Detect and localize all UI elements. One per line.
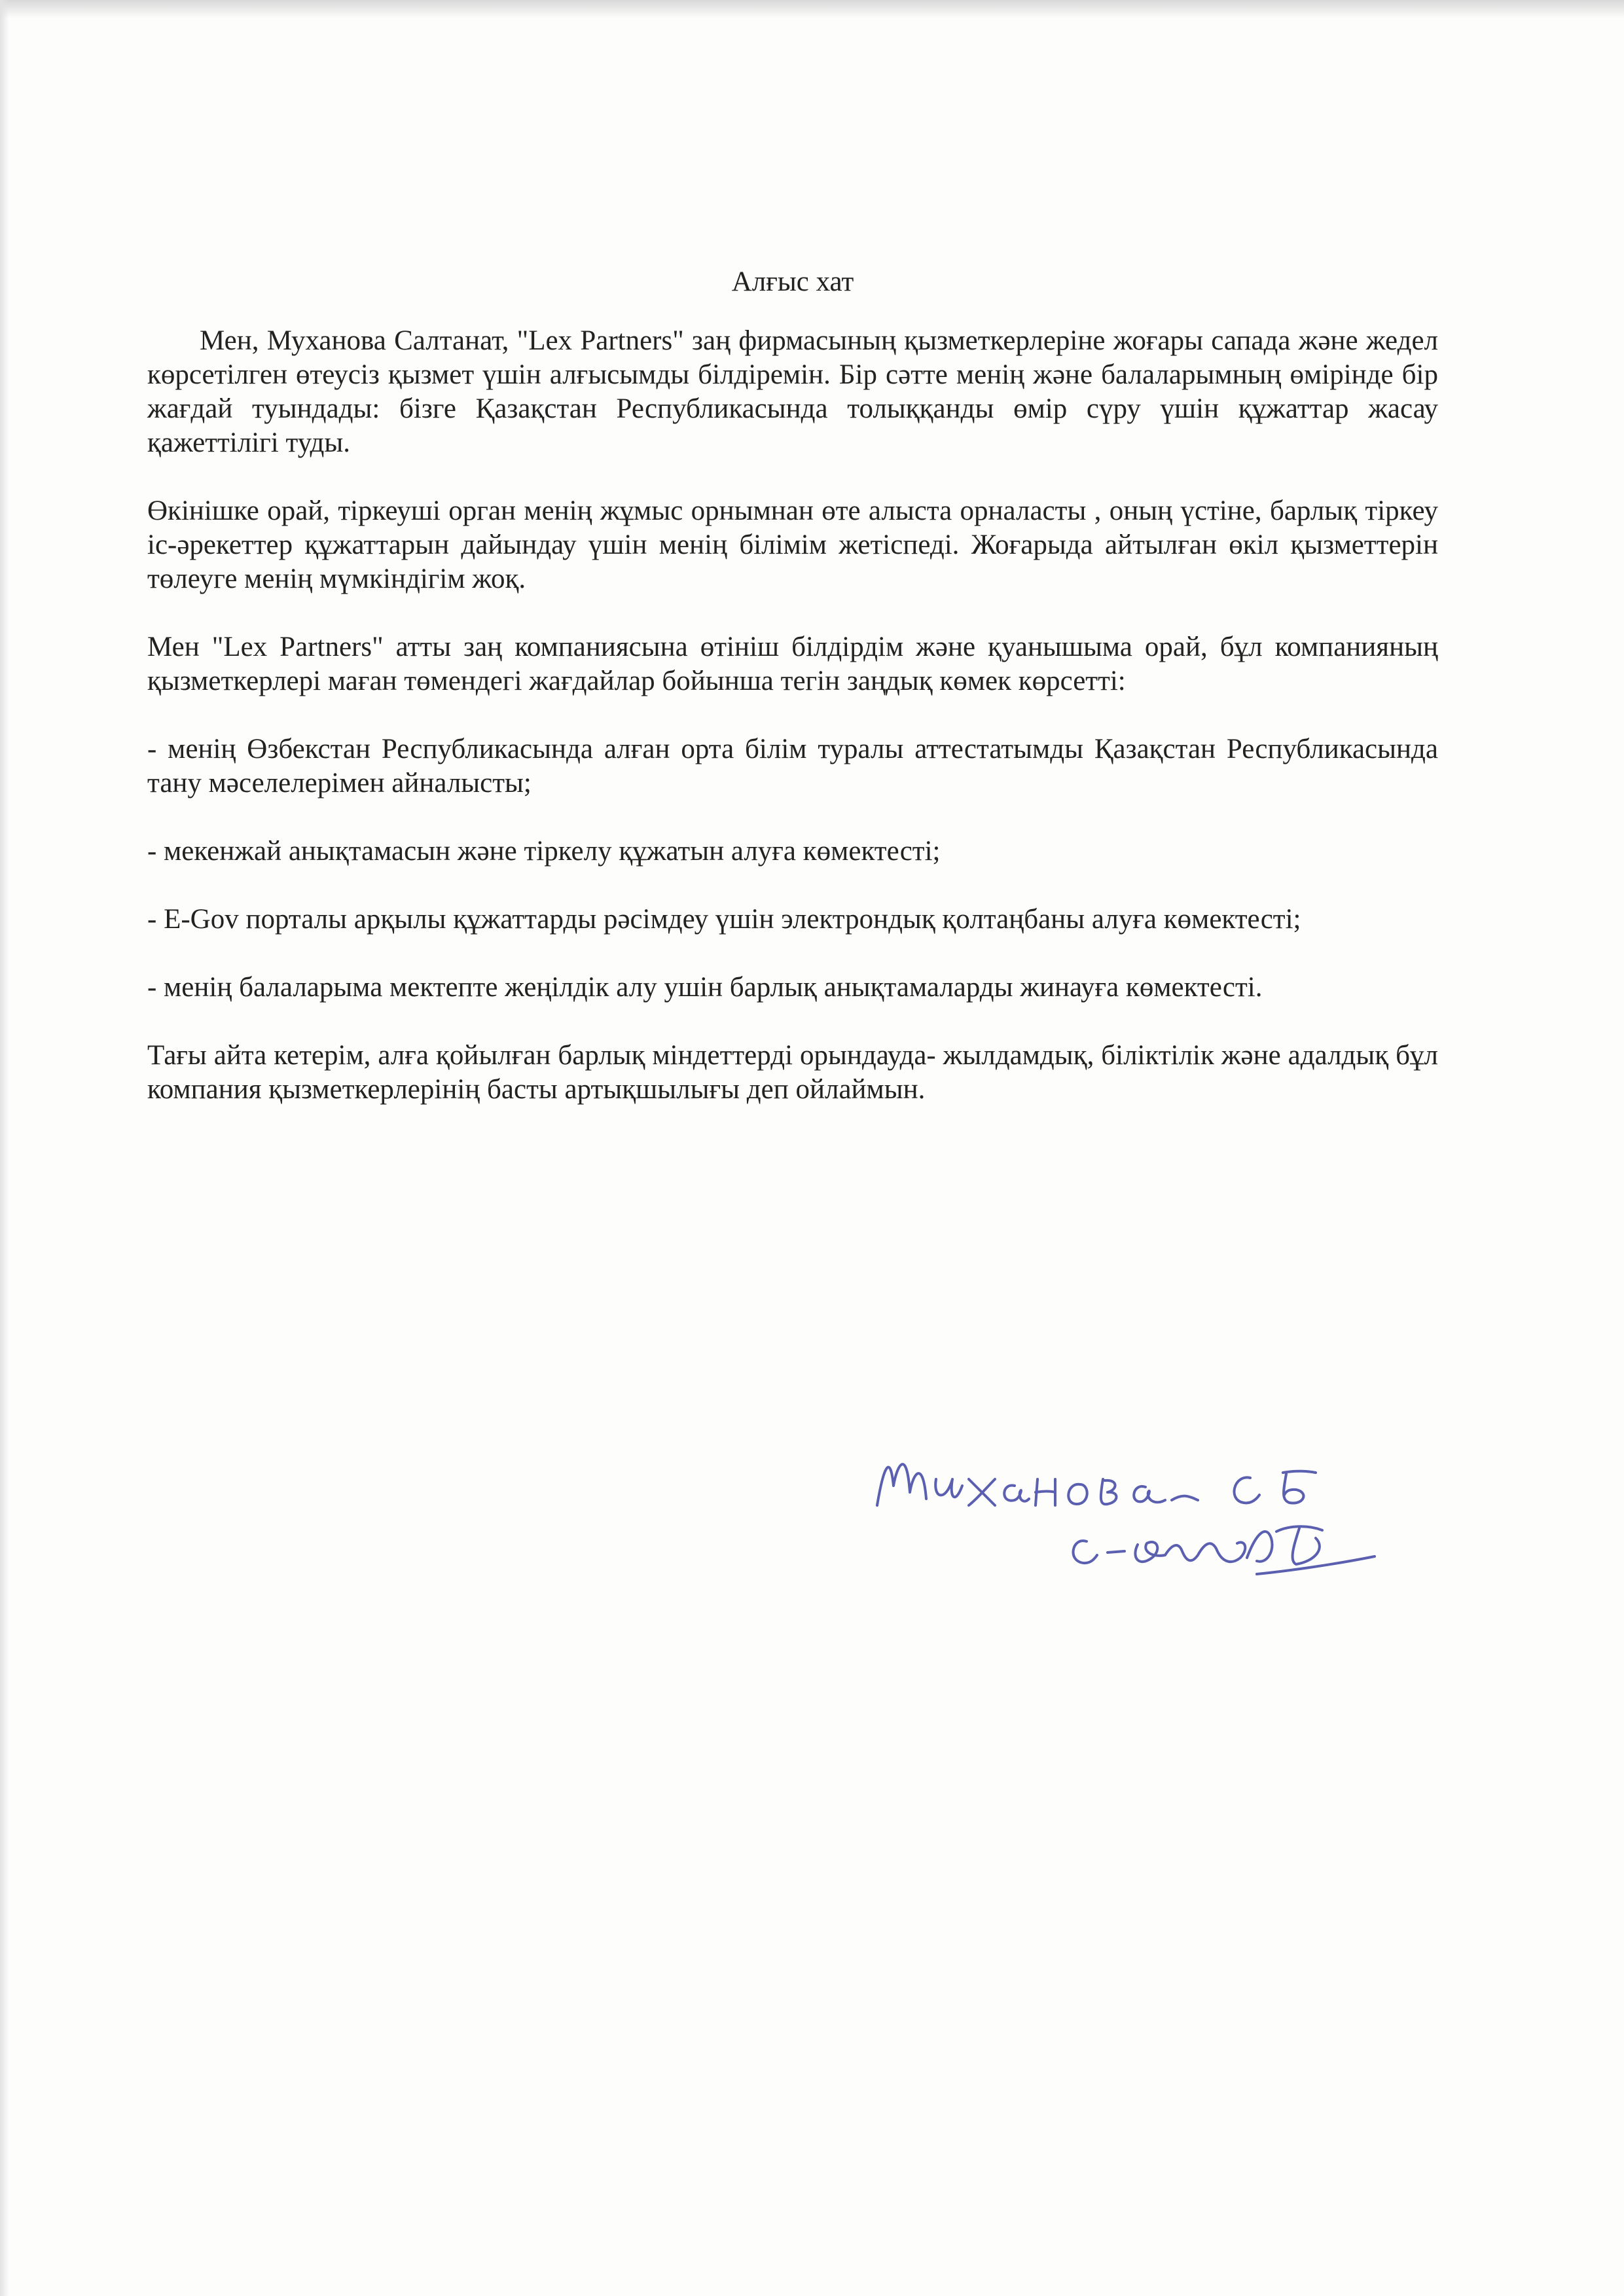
list-item-egov: - E-Gov порталы арқылы құжаттарды рәсімдеу үшін электрондық қолтаңбаны алуға көмектесті; (147, 904, 1301, 935)
paragraph-intro: Мен, Муханова Салтанат, "Lex Partners" заң фирмасының қызметкерлеріне жоғары сапада және жедел көрсетілген өтеусіз қызмет үшін алғысымды білдіремін. Бір сәтте менің және балаларымның өмірінде бір жағдай туындады: бізге Қазақстан Республикасында толыққанды өмір сүру үшін құжаттар жасау қажеттілігі туды. (147, 325, 1438, 458)
list-item-school: - менің балаларыма мектепте жеңілдік алу ушін барлық анықтамаларды жинауға көмектесті. (147, 972, 1263, 1003)
scan-edge-left (0, 0, 9, 2296)
letter-title: Алғыс хат (731, 266, 854, 297)
paragraph-problem: Өкінішке орай, тіркеуші орган менің жұмыс орнымнан өте алыста орналасты , оның үстіне, барлық тіркеу іс-әрекеттер құжаттарын дайындау үшін менің білімім жетіспеді. Жоғарыда айтылған өкіл қызметтерін төлеуге менің мүмкіндігім жоқ. (147, 495, 1438, 594)
scan-edge-top (0, 0, 1624, 18)
list-item-certificate: - менің Өзбекстан Республикасында алған орта білім туралы аттестатымды Қазақстан Республикасында тану мәселелерімен айналысты; (147, 734, 1438, 798)
paragraph-closing: Тағы айта кетерім, алға қойылған барлық міндеттерді орындауда- жылдамдық, біліктілік және адалдық бұл компания қызметкерлерінің басты артықшылығы деп ойлаймын. (147, 1040, 1438, 1105)
list-item-address: - мекенжай анықтамасын және тіркелу құжатын алуға көмектесті; (147, 836, 941, 867)
handwritten-signature (864, 1427, 1401, 1597)
paragraph-request: Мен "Lex Partners" атты заң компаниясына өтініш білдірдім және қуанышыма орай, бұл компанияның қызметкерлері маған төмендегі жағдайлар бойынша тегін заңдық көмек көрсетті: (147, 632, 1438, 696)
letter-body (147, 265, 1438, 1141)
